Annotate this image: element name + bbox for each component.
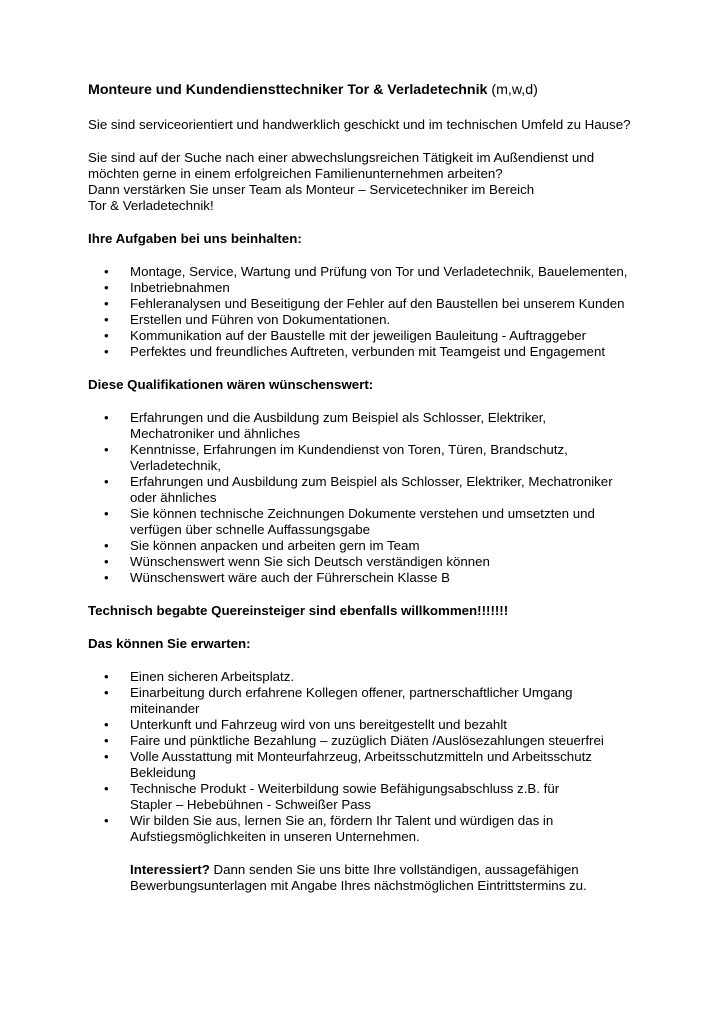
- list-item-text: Erstellen und Führen von Dokumentationen.: [130, 312, 391, 327]
- offer-list: [88, 669, 688, 845]
- list-item: [88, 442, 688, 474]
- list-item-text: Mechatroniker und ähnliches: [130, 426, 301, 441]
- job-posting: [88, 82, 688, 894]
- intro-line: möchten gerne in einem erfolgreichen Familienunternehmen arbeiten?: [88, 166, 503, 181]
- closing-line: Dann senden Sie uns bitte Ihre vollständigen, aussagefähigen: [209, 862, 579, 877]
- list-item: [88, 474, 688, 506]
- intro-paragraph: [88, 150, 688, 214]
- career-changers-note: Technisch begabte Quereinsteiger sind ebenfalls willkommen!!!!!!!: [88, 603, 509, 618]
- list-item-text: Wir bilden Sie aus, lernen Sie an, fördern Ihr Talent und würdigen das in: [130, 813, 554, 828]
- list-item: [88, 781, 688, 813]
- bullet-icon: •: [104, 410, 109, 425]
- list-item: [88, 733, 688, 749]
- list-item-text: miteinander: [130, 701, 200, 716]
- closing-paragraph: [88, 862, 688, 894]
- bullet-icon: •: [104, 813, 109, 828]
- list-item: [88, 570, 688, 586]
- bullet-icon: •: [104, 685, 109, 700]
- list-item: [88, 717, 688, 733]
- list-item-text: Faire und pünktliche Bezahlung – zuzüglich Diäten /Auslösezahlungen steuerfrei: [130, 733, 604, 748]
- intro-line: Tor & Verladetechnik!: [88, 198, 214, 213]
- list-item: [88, 296, 688, 312]
- list-item-text: Perfektes und freundliches Auftreten, verbunden mit Teamgeist und Engagement: [130, 344, 606, 359]
- list-item-text: oder ähnliches: [130, 490, 217, 505]
- job-title: [88, 82, 688, 99]
- list-item: [88, 280, 688, 296]
- bullet-icon: •: [104, 296, 109, 311]
- bullet-icon: •: [104, 554, 109, 569]
- list-item-text: Unterkunft und Fahrzeug wird von uns bereitgestellt und bezahlt: [130, 717, 507, 732]
- bullet-icon: •: [104, 344, 109, 359]
- list-item-text: Inbetriebnahmen: [130, 280, 230, 295]
- list-item-text: Wünschenswert wenn Sie sich Deutsch verständigen können: [130, 554, 490, 569]
- list-item: [88, 264, 688, 280]
- list-item-text: Erfahrungen und Ausbildung zum Beispiel als Schlosser, Elektriker, Mechatroniker: [130, 474, 613, 489]
- list-item-text: Stapler – Hebebühnen - Schweißer Pass: [130, 797, 371, 812]
- bullet-icon: •: [104, 781, 109, 796]
- tasks-heading: Ihre Aufgaben bei uns beinhalten:: [88, 231, 302, 246]
- bullet-icon: •: [104, 474, 109, 489]
- list-item-text: Sie können technische Zeichnungen Dokumente verstehen und umsetzten und: [130, 506, 595, 521]
- list-item: [88, 554, 688, 570]
- list-item: [88, 312, 688, 328]
- list-item-text: Sie können anpacken und arbeiten gern im Team: [130, 538, 420, 553]
- qualifications-list: [88, 410, 688, 586]
- list-item: [88, 344, 688, 360]
- bullet-icon: •: [104, 312, 109, 327]
- list-item-text: Bekleidung: [130, 765, 196, 780]
- bullet-icon: •: [104, 570, 109, 585]
- bullet-icon: •: [104, 442, 109, 457]
- bullet-icon: •: [104, 749, 109, 764]
- bullet-icon: •: [104, 264, 109, 279]
- list-item: [88, 813, 688, 845]
- list-item: [88, 328, 688, 344]
- list-item-text: Montage, Service, Wartung und Prüfung von Tor und Verladetechnik, Bauelementen,: [130, 264, 628, 279]
- list-item: [88, 506, 688, 538]
- job-title-main: Monteure und Kundendiensttechniker Tor & Verladetechnik: [88, 82, 488, 98]
- list-item: [88, 410, 688, 442]
- closing-line: Bewerbungsunterlagen mit Angabe Ihres nächstmöglichen Eintrittstermins zu.: [130, 878, 587, 893]
- list-item: [88, 669, 688, 685]
- list-item-text: Kommunikation auf der Baustelle mit der jeweiligen Bauleitung - Auftraggeber: [130, 328, 587, 343]
- bullet-icon: •: [104, 669, 109, 684]
- offer-heading: Das können Sie erwarten:: [88, 636, 251, 651]
- list-item-text: Wünschenswert wäre auch der Führerschein Klasse B: [130, 570, 451, 585]
- list-item-text: Einen sicheren Arbeitsplatz.: [130, 669, 295, 684]
- job-title-gender-suffix: (m,w,d): [487, 82, 538, 98]
- qualifications-heading: Diese Qualifikationen wären wünschenswert:: [88, 377, 374, 392]
- intro-line: Dann verstärken Sie unser Team als Monteur – Servicetechniker im Bereich: [88, 182, 535, 197]
- bullet-icon: •: [104, 506, 109, 521]
- list-item: [88, 538, 688, 554]
- list-item-text: Fehleranalysen und Beseitigung der Fehler auf den Baustellen bei unserem Kunden: [130, 296, 625, 311]
- list-item-text: Verladetechnik,: [130, 458, 221, 473]
- list-item-text: Aufstiegsmöglichkeiten in unseren Unternehmen.: [130, 829, 420, 844]
- intro-line: Sie sind auf der Suche nach einer abwechslungsreichen Tätigkeit im Außendienst und: [88, 150, 595, 165]
- list-item: [88, 685, 688, 717]
- list-item-text: Erfahrungen und die Ausbildung zum Beispiel als Schlosser, Elektriker,: [130, 410, 547, 425]
- list-item-text: verfügen über schnelle Auffassungsgabe: [130, 522, 371, 537]
- list-item-text: Volle Ausstattung mit Monteurfahrzeug, Arbeitsschutzmitteln und Arbeitsschutz: [130, 749, 592, 764]
- list-item-text: Kenntnisse, Erfahrungen im Kundendienst von Toren, Türen, Brandschutz,: [130, 442, 568, 457]
- list-item-text: Einarbeitung durch erfahrene Kollegen offener, partnerschaftlicher Umgang: [130, 685, 573, 700]
- bullet-icon: •: [104, 733, 109, 748]
- tasks-list: [88, 264, 688, 360]
- intro-question: Sie sind serviceorientiert und handwerklich geschickt und im technischen Umfeld zu Hause?: [88, 117, 631, 132]
- bullet-icon: •: [104, 717, 109, 732]
- list-item-text: Technische Produkt - Weiterbildung sowie Befähigungsabschluss z.B. für: [130, 781, 560, 796]
- list-item: [88, 749, 688, 781]
- bullet-icon: •: [104, 280, 109, 295]
- bullet-icon: •: [104, 328, 109, 343]
- closing-lead: Interessiert?: [130, 862, 210, 877]
- bullet-icon: •: [104, 538, 109, 553]
